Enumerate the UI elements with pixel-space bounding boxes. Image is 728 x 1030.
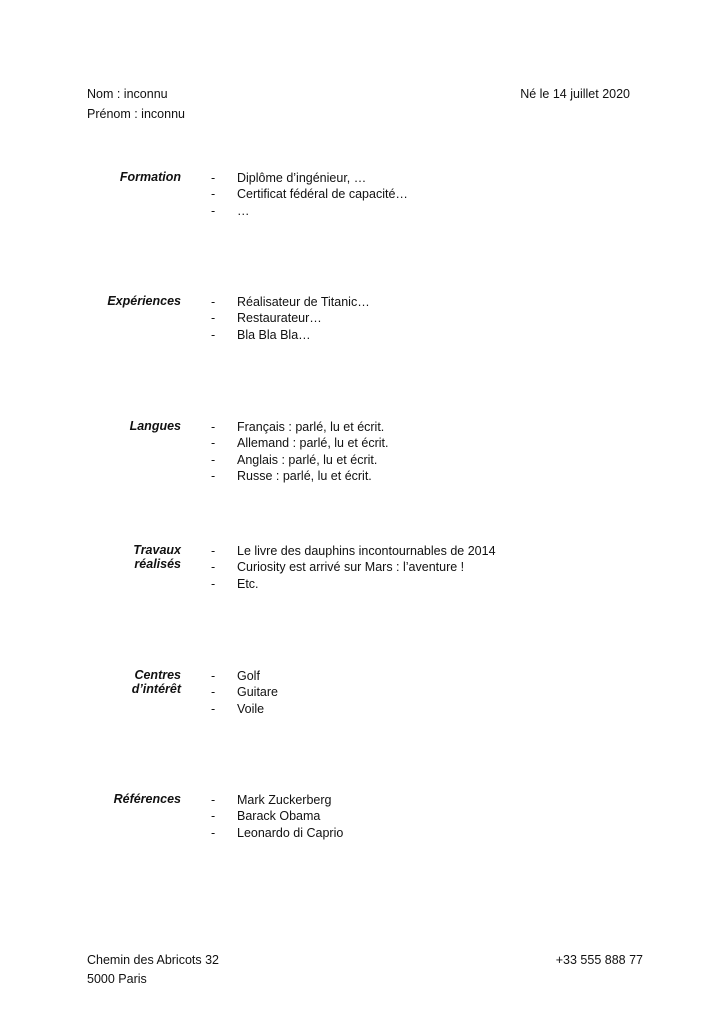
first-name-line: Prénom : inconnu (87, 107, 185, 121)
bullet-dash: - (211, 295, 216, 309)
list-item: - Réalisateur de Titanic… (211, 295, 370, 309)
bullet-dash: - (211, 468, 216, 483)
list-item: - Certificat fédéral de capacité… (211, 187, 408, 202)
bullet-dash: - (211, 793, 216, 807)
section-list (211, 543, 496, 592)
section-title: Travaux réalisés (133, 543, 181, 571)
list-item: - Voile (211, 701, 265, 716)
bullet-dash: - (211, 327, 216, 342)
list-item: - Leonardo di Caprio (211, 825, 344, 840)
phone-number: +33 555 888 77 (555, 953, 643, 967)
list-item: - Diplôme d’ingénieur, … (211, 171, 367, 185)
section-title: Formation (119, 170, 181, 184)
bullet-dash: - (211, 685, 216, 700)
list-item: - Anglais : parlé, lu et écrit. (211, 452, 378, 467)
address-city: 5000 Paris (87, 972, 147, 986)
bullet-dash: - (211, 171, 216, 185)
list-item: - Barack Obama (211, 809, 321, 824)
bullet-dash: - (211, 203, 216, 218)
bullet-dash: - (211, 825, 216, 840)
bullet-dash: - (211, 576, 216, 591)
bullet-dash: - (211, 436, 216, 451)
name-line: Nom : inconnu (87, 87, 168, 101)
list-item: - Allemand : parlé, lu et écrit. (211, 436, 389, 451)
section-list (211, 170, 408, 219)
section-title: Expériences (107, 294, 181, 308)
section-title: Centres d’intérêt (131, 668, 181, 696)
list-item: - Mark Zuckerberg (211, 793, 332, 807)
bullet-dash: - (211, 544, 216, 558)
bullet-dash: - (211, 420, 216, 434)
list-item: - Restaurateur… (211, 311, 322, 326)
section-list (211, 668, 278, 717)
bullet-dash: - (211, 452, 216, 467)
address-street: Chemin des Abricots 32 (87, 953, 220, 967)
list-item: - Golf (211, 669, 260, 683)
list-item: - … (211, 203, 250, 218)
birth-date: Né le 14 juillet 2020 (520, 87, 630, 101)
section-list (211, 419, 388, 484)
list-item: - Russe : parlé, lu et écrit. (211, 468, 372, 483)
section-list (211, 294, 370, 343)
section-title: Langues (129, 419, 181, 433)
bullet-dash: - (211, 669, 216, 683)
list-item: - Bla Bla Bla… (211, 327, 311, 342)
bullet-dash: - (211, 311, 216, 326)
bullet-dash: - (211, 187, 216, 202)
list-item: - Curiosity est arrivé sur Mars : l’aventure ! (211, 560, 465, 575)
list-item: - Etc. (211, 576, 259, 591)
bullet-dash: - (211, 809, 216, 824)
section-list (211, 792, 343, 841)
bullet-dash: - (211, 560, 216, 575)
list-item: - Guitare (211, 685, 278, 700)
bullet-dash: - (211, 701, 216, 716)
list-item: - Le livre des dauphins incontournables de 2014 (211, 544, 496, 558)
list-item: - Français : parlé, lu et écrit. (211, 420, 385, 434)
section-title: Références (113, 792, 181, 806)
